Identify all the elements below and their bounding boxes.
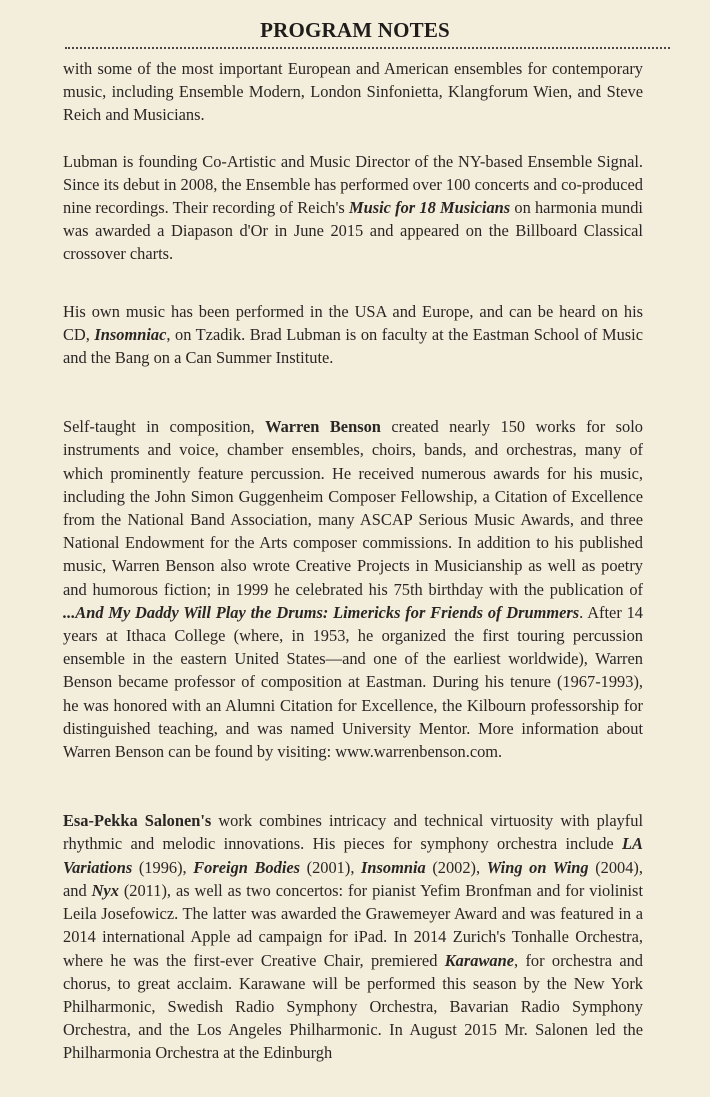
page-title: PROGRAM NOTES	[260, 18, 450, 42]
text-run: on harmonia mundi was awarded a Diapason d'Or in June 2015 and appeared on the Billboard Classical crossover charts.	[63, 198, 643, 264]
work-title: Insomniac	[94, 324, 167, 344]
composer-name: Esa-Pekka Salonen's	[63, 811, 212, 831]
text-run: His own music has been performed in the USA and Europe, and can be heard on his CD,	[63, 301, 643, 344]
work-title: LA Variations	[63, 834, 643, 877]
text-run: (1996),	[132, 857, 194, 877]
text-run: , on Tzadik. Brad Lubman is on faculty at the Eastman School of Music and the Bang on a Can Summer Institute.	[63, 324, 643, 368]
work-title: Wing on Wing	[486, 857, 589, 877]
text-run: (2001),	[300, 857, 362, 877]
work-title: ...And My Daddy Will Play the Drums: Limericks for Friends of Drummers	[63, 602, 580, 622]
text-run: Self-taught in composition,	[63, 417, 266, 437]
body-text	[63, 57, 643, 1065]
text-run: work combines intricacy and technical virtuosity with playful rhythmic and melodic innovations. His pieces for symphony orchestra include	[63, 811, 643, 854]
text-run: , for orchestra and chorus, to great acclaim. Karawane will be performed this season by the New York Philharmonic, Swedish Radio Symphony Orchestra, Bavarian Radio Symphony Orchestra, and the Los Angeles Philharmonic. In August 2015 Mr. Salonen led the Philharmonia Orchestra at the Edinburgh	[63, 950, 643, 1063]
work-title: Insomnia	[361, 857, 426, 877]
paragraph-lubman-music	[63, 300, 643, 370]
work-title: Foreign Bodies	[193, 857, 301, 877]
paragraph-warren-benson	[63, 415, 643, 763]
paragraph-lubman-signal	[63, 150, 643, 266]
text-run: (2002),	[425, 857, 487, 877]
paragraph-ensembles: with some of the most important European and American ensembles for contemporary music, including Ensemble Modern, London Sinfonietta, Klangforum Wien, and Steve Reich and Musicians.	[63, 59, 643, 125]
text-run: . After 14 years at Ithaca College (where, in 1953, he organized the first touring percussion ensemble in the eastern United States—and one of the earliest worldwide), Warren Benson became professor of composition at Eastman. During his tenure (1967-1993), he was honored with an Alumni Citation for Excellence, the Kilbourn professorship for distinguished teaching, and was named University Mentor. More information about Warren Benson can be found by visiting: www.warrenbenson.com.	[63, 602, 643, 762]
text-run: Lubman is founding Co-Artistic and Music Director of the NY-based Ensemble Signal. Since its debut in 2008, the Ensemble has performed over 100 concerts and co-produced nine recordings. Their recording of Reich's	[63, 151, 643, 218]
paragraph-salonen	[63, 809, 643, 1064]
text-run: created nearly 150 works for solo instruments and voice, chamber ensembles, choirs, bands, and orchestras, many of which prominently feature percussion. He received numerous awards for his music, including the John Simon Guggenheim Composer Fellowship, a Citation of Excellence from the National Band Association, many ASCAP Serious Music Awards, and three National Endowment for the Arts composer commissions. In addition to his published music, Warren Benson also wrote Creative Projects in Musicianship as well as poetry and humorous fiction; in 1999 he celebrated his 75th birthday with the publication of	[63, 417, 643, 599]
work-title: Music for 18 Musicians	[349, 198, 511, 218]
header-divider	[65, 47, 670, 49]
work-title: Karawane	[444, 950, 514, 970]
work-title: Nyx	[91, 880, 119, 900]
composer-name: Warren Benson	[265, 417, 381, 437]
text-run: (2011), as well as two concertos: for pianist Yefim Bronfman and for violinist Leila Josefowicz. The latter was awarded the Grawemeyer Award and was featured in a 2014 international Apple ad campaign for iPad. In 2014 Zurich's Tonhalle Orchestra, where he was the first-ever Creative Chair, premiered	[63, 880, 643, 970]
text-run: (2004), and	[63, 857, 643, 900]
